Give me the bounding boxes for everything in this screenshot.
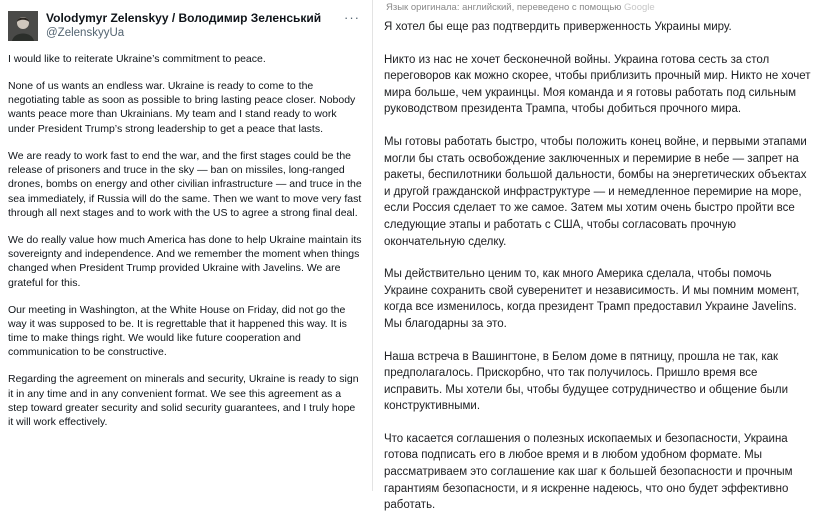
translation-paragraph: Наша встреча в Вашингтоне, в Белом доме в пятницу, прошла не так, как предполагалось. Прискорбно, что так получилось. Пришло время все исправить. Мы хотели бы, чтобы будущее сотрудничество и общение были конструктивными. (384, 350, 789, 413)
display-name[interactable]: Volodymyr Zelenskyy / Володимир Зеленський (46, 11, 322, 25)
translation-text (384, 19, 816, 530)
tweet-panel (0, 0, 366, 491)
translation-paragraph: Что касается соглашения о полезных ископаемых и безопасности, Украина готова подписать его в любое время и в любом удобном формате. Мы рассматриваем это соглашение как шаг к большей безопасности и прочным гарантиям безопасности, и я искренне надеюсь, что оно будет эффективно работать. (384, 432, 793, 512)
handle[interactable]: @ZelenskyyUa (46, 27, 125, 39)
tweet-header (8, 10, 366, 42)
translation-paragraph: Мы готовы работать быстро, чтобы положить конец войне, и первыми этапами могли бы стать освобождение заключенных и перемирие в небе — запрет на ракеты, беспилотники большой дальности, бомбы на энергетических объектах и другой гражданской инфраструктуре — и немедленное перемирие на море, если Россия сделает то же самое. Затем мы хотим очень быстро пройти все следующие этапы и работать с США, чтобы согласовать прочную окончательную сделку. (384, 135, 807, 248)
panel-divider (372, 0, 373, 491)
translation-note-text: Язык оригинала: английский, переведено с помощью (386, 2, 625, 13)
translation-note (386, 2, 816, 13)
tweet-text (8, 52, 362, 442)
tweet-paragraph: We are ready to work fast to end the war, and the first stages could be the release of prisoners and truce in the sky — ban on missiles, long-ranged drones, bombs on energy and other civilian infrastructure — and truce in the sea immediately, if Russia will do the same. Then we want to move very fast through all next stages and to work with the US to agree a strong final deal. (8, 149, 362, 219)
tweet-paragraph: I would like to reiterate Ukraine’s commitment to peace. (8, 53, 266, 65)
avatar-portrait-icon (8, 11, 38, 41)
translation-paragraph: Мы действительно ценим то, как много Америка сделала, чтобы помочь Украине сохранить свой суверенитет и независимость. И мы помним момент, когда все изменилось, когда президент Трамп предоставил Украине Javelins. Мы благодарны за это. (384, 268, 800, 330)
tweet-paragraph: Our meeting in Washington, at the White House on Friday, did not go the way it was supposed to be. It is regrettable that it happened this way. It is time to make things right. We would like future cooperation and communication to be constructive. (8, 303, 347, 359)
google-brand: Google (624, 2, 655, 13)
tweet-paragraph: We do really value how much America has done to help Ukraine maintain its sovereignty and independence. And we remember the moment when things changed when President Trump provided Ukraine with Javelins. We are grateful for this. (8, 233, 362, 289)
translation-panel (380, 0, 820, 512)
tweet-paragraph: Regarding the agreement on minerals and security, Ukraine is ready to sign it in any time and in any convenient format. We see this agreement as a step toward greater security and solid security guarantees, and I truly hope it will work effectively. (8, 373, 359, 429)
translation-paragraph: Никто из нас не хочет бесконечной войны. Украина готова сесть за стол переговоров как можно скорее, чтобы приблизить прочный мир. Никто не хочет мира больше, чем украинцы. Моя команда и я готовы работать под сильным руководством президента Трампа, чтобы добиться прочного мира. (384, 53, 811, 116)
more-options-icon[interactable]: ··· (344, 10, 360, 25)
tweet-paragraph: None of us wants an endless war. Ukraine is ready to come to the negotiating table as soon as possible to bring lasting peace closer. Nobody wants peace more than Ukrainians. My team and I stand ready to work under President Trump’s strong leadership to get a peace that lasts. (8, 79, 356, 135)
translation-paragraph: Я хотел бы еще раз подтвердить приверженность Украины миру. (384, 21, 732, 33)
avatar[interactable] (8, 11, 38, 41)
